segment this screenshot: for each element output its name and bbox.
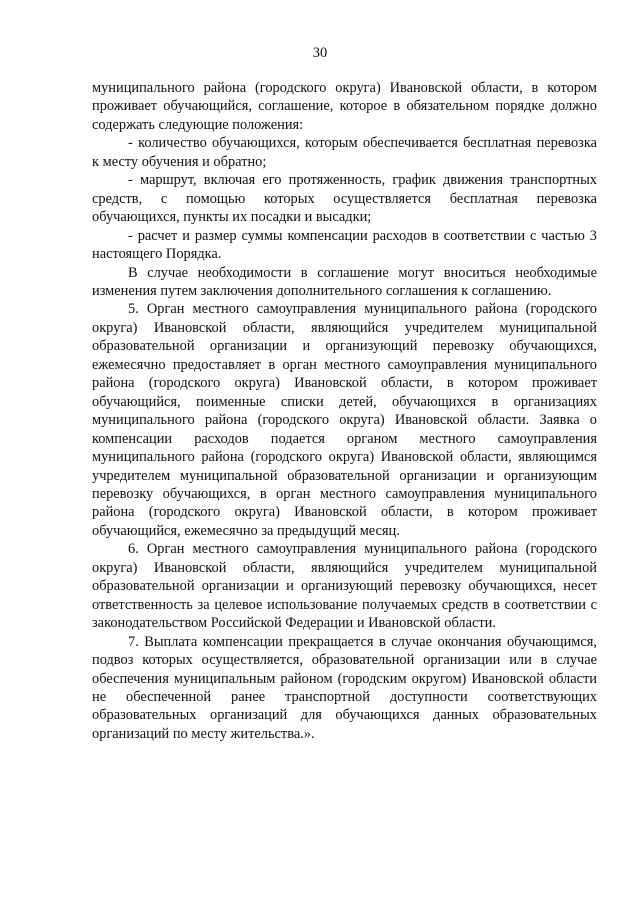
paragraph-continuation: муниципального района (городского округа) Ивановской области, в котором проживает обучающийся, соглашение, которое в обязательном порядке должно содержать следующие положения: <box>92 80 597 133</box>
page-number: 30 <box>312 45 328 61</box>
clause-6: 6. Орган местного самоуправления муниципального района (городского округа) Ивановской области, являющийся учредителем муниципальной образовательной организации и организующий перевозку обучающихся, несет ответственность за целевое использование получаемых средств в соответствии с законодательством Российской Федерации и Ивановской области. <box>92 541 597 632</box>
clause-5: 5. Орган местного самоуправления муниципального района (городского округа) Ивановской области, являющийся учредителем муниципальной образовательной организации и организующий перевозку обучающихся, ежемесячно предоставляет в орган местного самоуправления муниципального района (городского округа) Ивановской области, в котором проживает обучающийся, поименные списки детей, обучающихся в организациях муниципального района (городского округа) Ивановской области. Заявка о компенсации расходов подается органом местного самоуправления муниципального района (городского округа) Ивановской области, являющимся учредителем муниципальной образовательной организации и организующим перевозку обучающихся, в орган местного самоуправления муниципального района (городского округа) Ивановской области, в котором проживает обучающийся, ежемесячно за предыдущий месяц. <box>92 301 597 539</box>
paragraph-amendments: В случае необходимости в соглашение могут вноситься необходимые изменения путем заключения дополнительного соглашения к соглашению. <box>92 264 597 299</box>
clause-7: 7. Выплата компенсации прекращается в случае окончания обучающимся, подвоз которых осуществляется, образовательной организации или в случае обеспечения муниципальным районом (городским округом) Ивановской области не обеспеченной ранее транспортной доступности соответствующих образовательных организаций для обучающихся данных образовательных организаций по месту жительства.». <box>92 633 597 742</box>
list-item-compensation-calculation: - расчет и размер суммы компенсации расходов в соответствии с частью 3 настоящего Порядка. <box>92 227 597 263</box>
list-item-route: - маршрут, включая его протяженность, график движения транспортных средств, с помощью которых осуществляется бесплатная перевозка обучающихся, пункты их посадки и высадки; <box>92 172 597 226</box>
list-item-students-count: - количество обучающихся, которым обеспечивается бесплатная перевозка к месту обучения и обратно; <box>92 135 597 170</box>
document-body <box>92 79 597 743</box>
